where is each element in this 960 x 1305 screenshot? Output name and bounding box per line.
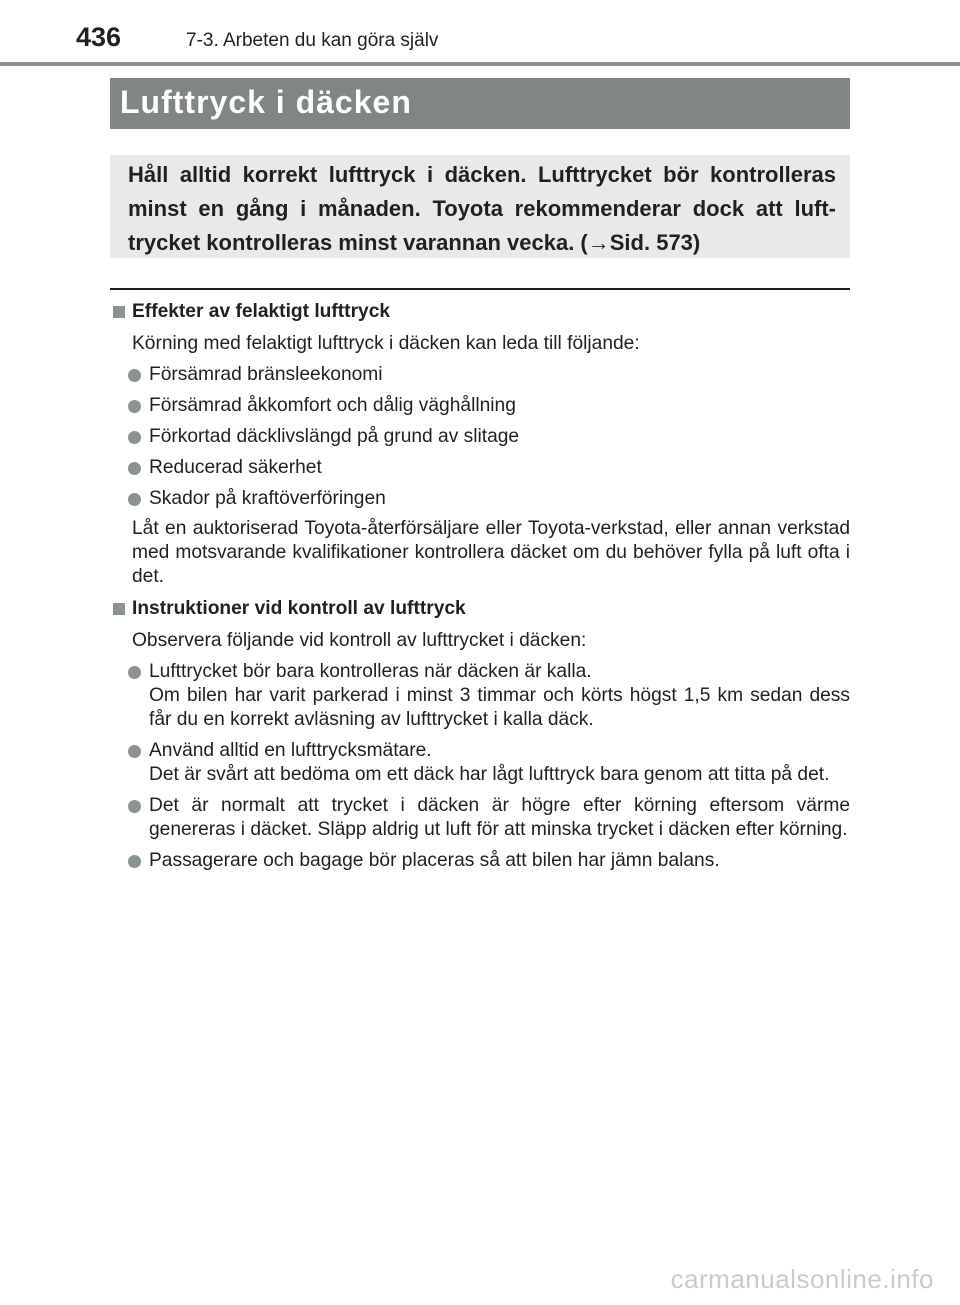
- list-item: [110, 660, 850, 732]
- list-item-title: Lufttrycket bör bara kontrolleras när däcken är kalla.: [149, 661, 592, 682]
- page-number: 436: [76, 22, 122, 52]
- list-item-text: Om bilen har varit parkerad i minst 3 timmar och körts högst 1,5 km sedan dess får du en korrekt avläsning av lufttrycket i kalla däck.: [149, 685, 850, 730]
- circle-bullet-icon: [128, 493, 141, 506]
- subheading-text: Effekter av felaktigt lufttryck: [132, 301, 391, 322]
- circle-bullet-icon: [128, 369, 141, 382]
- list-item: [110, 456, 850, 480]
- section-lead: Körning med felaktigt lufttryck i däcken kan leda till följande:: [132, 333, 640, 354]
- list-item-text: Reducerad säkerhet: [149, 457, 322, 478]
- circle-bullet-icon: [128, 855, 141, 868]
- list-item-title: Det är normalt att trycket i däcken är högre efter körning eftersom värme genereras i däcket. Släpp aldrig ut luft för att minska trycket i däcken efter körning.: [149, 795, 850, 840]
- watermark: carmanualsonline.info: [670, 1264, 934, 1294]
- list-item-title: Passagerare och bagage bör placeras så att bilen har jämn balans.: [149, 850, 720, 871]
- list-item-text: Förkortad däcklivslängd på grund av slitage: [149, 426, 520, 447]
- list-item-text: Det är svårt att bedöma om ett däck har lågt lufttryck bara genom att titta på det.: [149, 764, 830, 785]
- circle-bullet-icon: [128, 400, 141, 413]
- list-item: [110, 363, 850, 387]
- list-item-text: Skador på kraftöverföringen: [149, 488, 386, 509]
- section-header: 7-3. Arbeten du kan göra själv: [186, 30, 439, 51]
- header-rule: [0, 62, 960, 66]
- list-item: [110, 487, 850, 511]
- list-item-text: Försämrad bränsleekonomi: [149, 364, 383, 385]
- circle-bullet-icon: [128, 462, 141, 475]
- circle-bullet-icon: [128, 666, 141, 679]
- list-item-title: Använd alltid en lufttrycksmätare.: [149, 740, 432, 761]
- subheading-instructions: [110, 595, 850, 623]
- subheading-effects: [110, 298, 850, 326]
- circle-bullet-icon: [128, 800, 141, 813]
- section-divider: [110, 288, 850, 290]
- list-item: [110, 425, 850, 449]
- square-bullet-icon: [113, 306, 125, 318]
- title-bar: [110, 78, 850, 129]
- list-item-text: Försämrad åkkomfort och dålig väghållning: [149, 395, 516, 416]
- square-bullet-icon: [113, 603, 125, 615]
- list-item: [110, 394, 850, 418]
- circle-bullet-icon: [128, 745, 141, 758]
- intro-box: [110, 155, 850, 258]
- page-title: Lufttryck i däcken: [120, 84, 412, 120]
- list-item: [110, 739, 850, 787]
- subheading-text: Instruktioner vid kontroll av lufttryck: [132, 598, 466, 619]
- list-item: [110, 794, 850, 842]
- section-closing: Låt en auktoriserad Toyota-återförsäljare eller Toyota-verkstad, eller annan verkstad med motsvarande kvalifikationer kontrollera däcket om du behöver fylla på luft ofta i det.: [132, 518, 850, 587]
- section-lead: Observera följande vid kontroll av lufttrycket i däcken:: [132, 630, 587, 651]
- list-item: [110, 849, 850, 873]
- intro-text: Håll alltid korrekt lufttryck i däcken. Lufttrycket bör kontrolleras minst en gång i månaden. Toyota rekommenderar dock att luft-trycket kontrolleras minst varannan vecka. (→Sid. 573): [128, 162, 836, 255]
- content: [110, 296, 850, 873]
- circle-bullet-icon: [128, 431, 141, 444]
